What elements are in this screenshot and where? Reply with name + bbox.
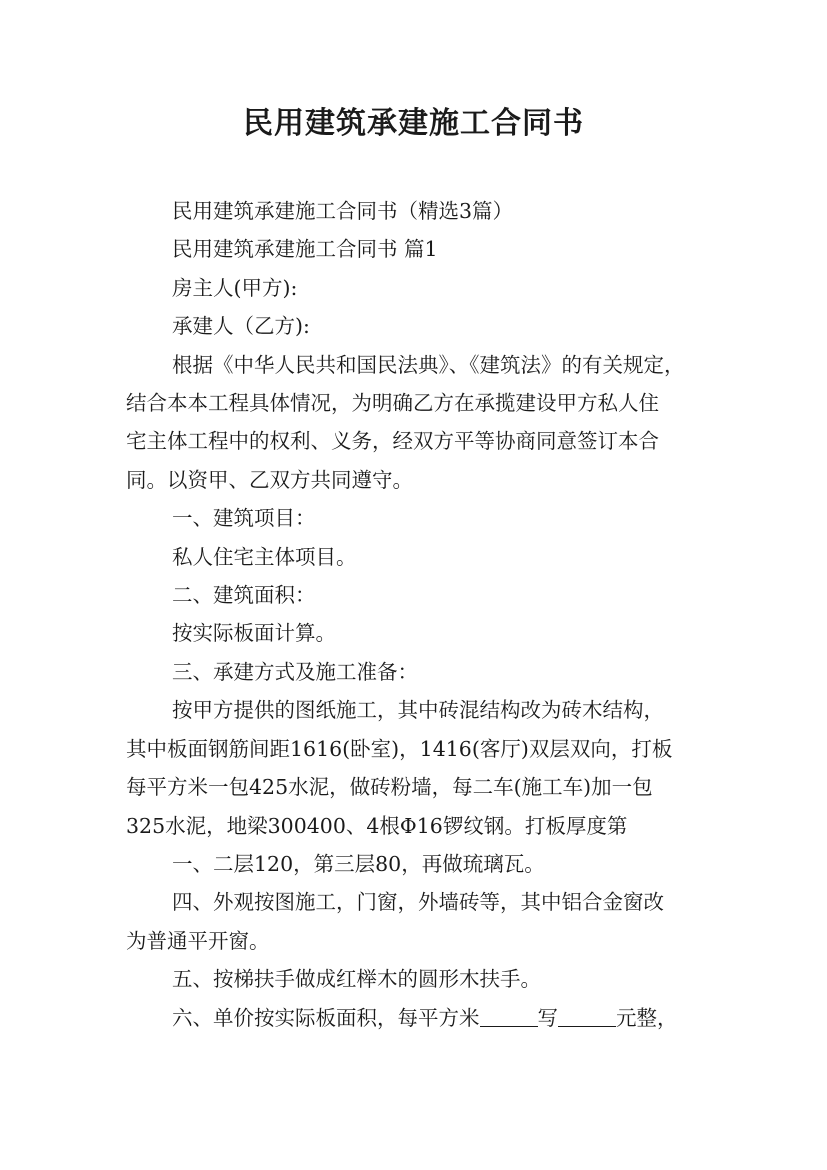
section-4-line-2: 为普通平开窗。 [126,928,270,953]
section-1-heading: 一、建筑项目： [172,506,316,531]
section-6-part-2: 写 [537,1005,558,1030]
section-3-line-4: 325水泥，地梁300400、4根Φ16锣纹钢。打板厚度第 [126,813,628,838]
document-title: 民用建筑承建施工合同书 [243,106,584,141]
paragraph-article-heading: 民用建筑承建施工合同书 篇1 [172,237,438,262]
section-2-body: 按实际板面计算。 [172,621,336,646]
basis-line-4: 同。以资甲、乙双方共同遵守。 [126,467,413,492]
section-3-line-2: 其中板面钢筋间距1616(卧室)，1416(客厅)双层双向，打板 [126,736,673,761]
section-5: 五、按梯扶手做成红榉木的圆形木扶手。 [172,967,541,992]
document-body [126,192,716,1037]
paragraph-party-b: 承建人（乙方): [172,314,310,339]
section-3-line-1: 按甲方提供的图纸施工，其中砖混结构改为砖木结构， [172,698,664,723]
section-2-heading: 二、建筑面积： [172,583,316,608]
blank-amount-field [480,1008,538,1027]
section-4-line-1: 四、外观按图施工，门窗，外墙砖等，其中铝合金窗改 [172,890,664,915]
section-1-body: 私人住宅主体项目。 [172,544,357,569]
section-3-line-3: 每平方米一包425水泥，做砖粉墙，每二车(施工车)加一包 [126,775,653,800]
basis-line-3: 宅主体工程中的权利、义务，经双方平等协商同意签订本合 [126,429,659,454]
section-3-line-5: 一、二层120，第三层80，再做琉璃瓦。 [172,851,545,876]
basis-line-2: 结合本本工程具体情况，为明确乙方在承揽建设甲方私人住 [126,391,659,416]
blank-amount-words-field [558,1008,616,1027]
section-6-part-1: 六、单价按实际板面积，每平方米 [172,1005,480,1030]
paragraph-party-a: 房主人(甲方): [172,275,298,300]
section-6-part-3: 元整， [616,1005,678,1030]
basis-line-1: 根据《中华人民共和国民法典》、《建筑法》的有关规定， [172,352,685,377]
paragraph-subtitle: 民用建筑承建施工合同书（精选3篇） [172,199,514,223]
section-3-heading: 三、承建方式及施工准备： [172,659,418,684]
section-6 [126,999,716,1037]
